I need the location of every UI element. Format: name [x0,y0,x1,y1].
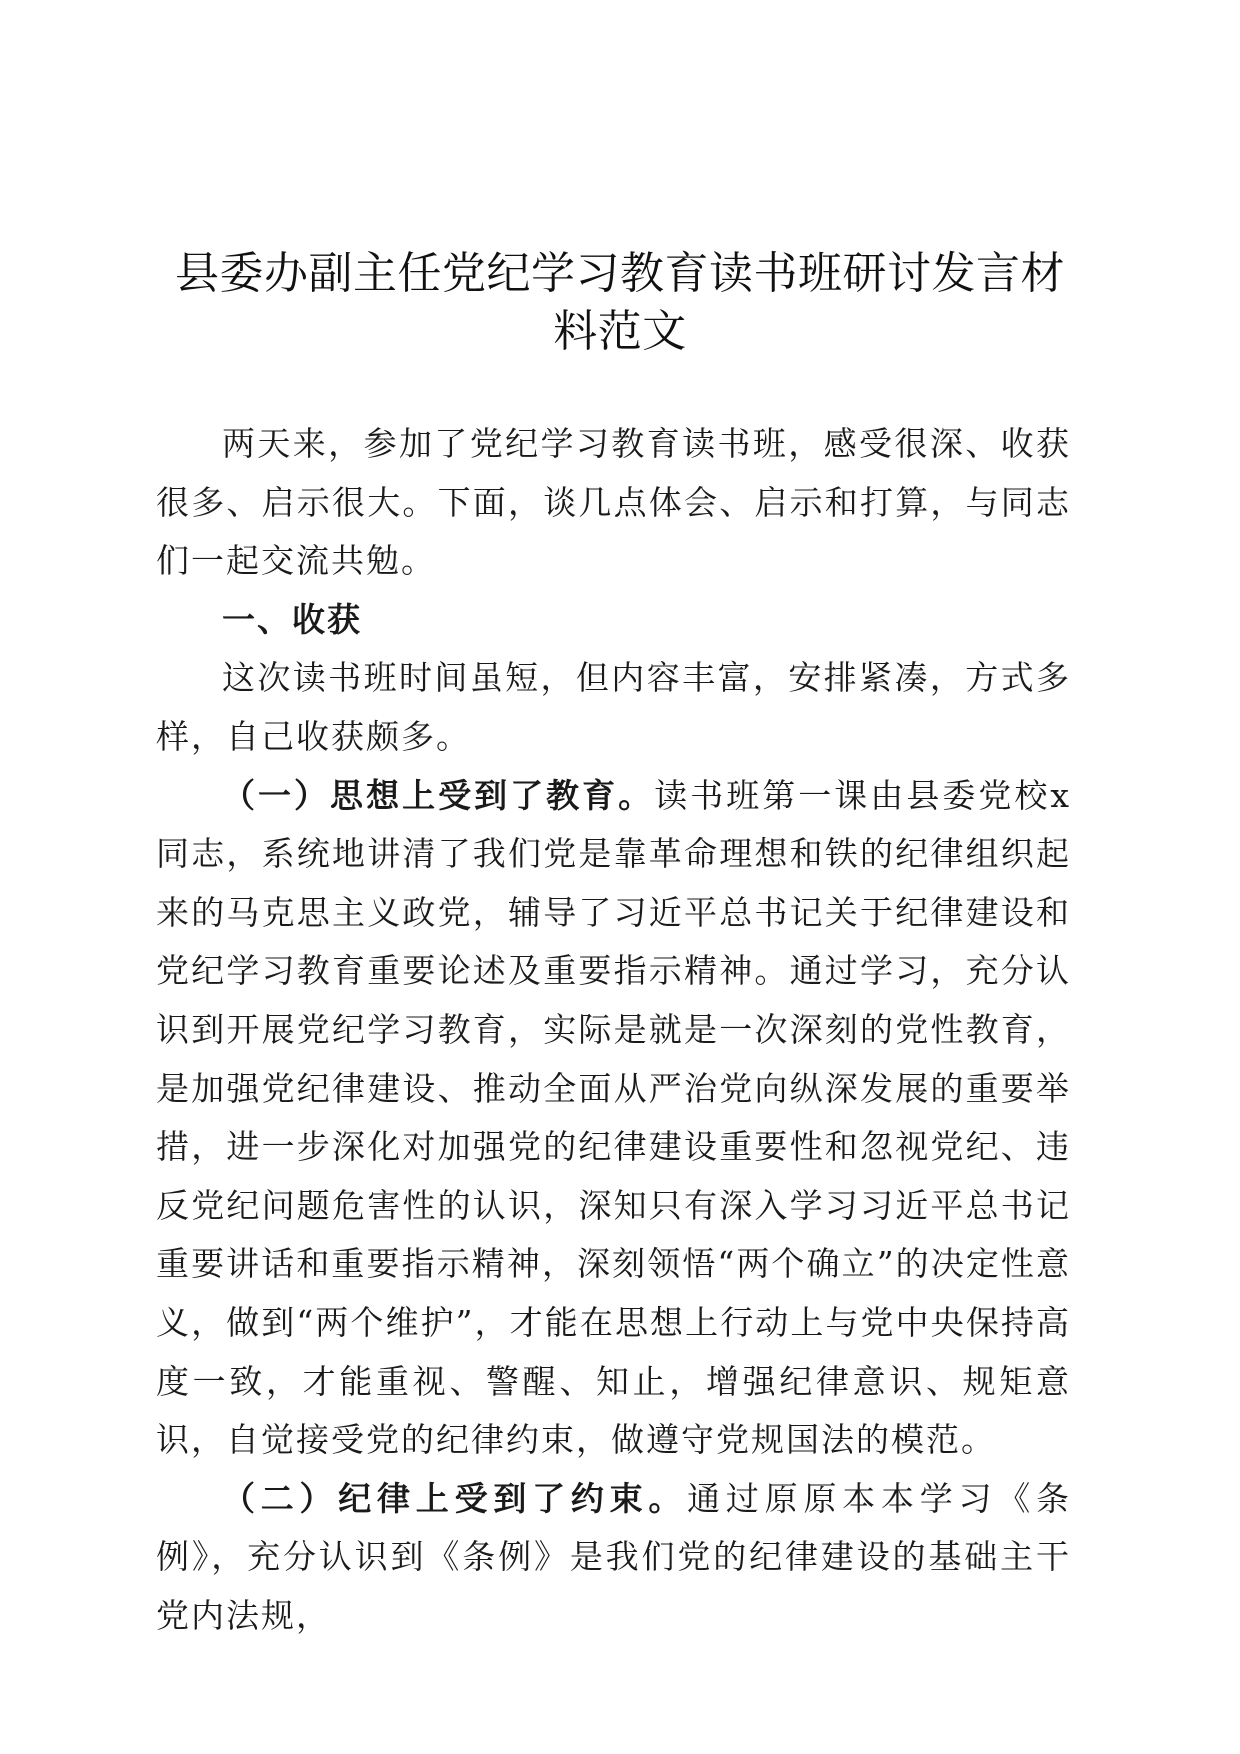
item-1-label: （一）思想上受到了教育。 [222,775,655,815]
document-title [150,245,1090,361]
document-body [156,415,1071,1645]
item-2-text: 通过原原本本学习《条例》，充分认识到《条例》是我们党的纪律建设的基础主干党内法规， [156,1478,1072,1635]
title-line-1: 县委办副主任党纪学习教育读书班研讨发言材 [175,248,1065,299]
section-lead-paragraph: 这次读书班时间虽短，但内容丰富，安排紧凑，方式多样，自己收获颇多。 [156,658,1071,756]
intro-paragraph: 两天来，参加了党纪学习教育读书班，感受很深、收获很多、启示很大。下面，谈几点体会、启示和打算，与同志们一起交流共勉。 [156,424,1071,581]
item-2-label: （二）纪律上受到了约束。 [222,1478,688,1518]
item-1-text: 读书班第一课由县委党校x同志，系统地讲清了我们党是靠革命理想和铁的纪律组织起来的马克思主义政党，辅导了习近平总书记关于纪律建设和党纪学习教育重要论述及重要指示精神。通过学习，充分认识到开展党纪学习教育，实际是就是一次深刻的党性教育，是加强党纪律建设、推动全面从严治党向纵深发展的重要举措，进一步深化对加强党的纪律建设重要性和忽视党纪、违反党纪问题危害性的认识，深知只有深入学习习近平总书记重要讲话和重要指示精神，深刻领悟“两个确立”的决定性意义，做到“两个维护”，才能在思想上行动上与党中央保持高度一致，才能重视、警醒、知止，增强纪律意识、规矩意识，自觉接受党的纪律约束，做遵守党规国法的模范。 [156,775,1071,1460]
title-line-2: 料范文 [553,306,687,357]
item-paragraph-2 [156,1470,1071,1646]
item-paragraph-1 [156,767,1071,1470]
section-heading-harvest: 一、收获 [222,599,362,639]
